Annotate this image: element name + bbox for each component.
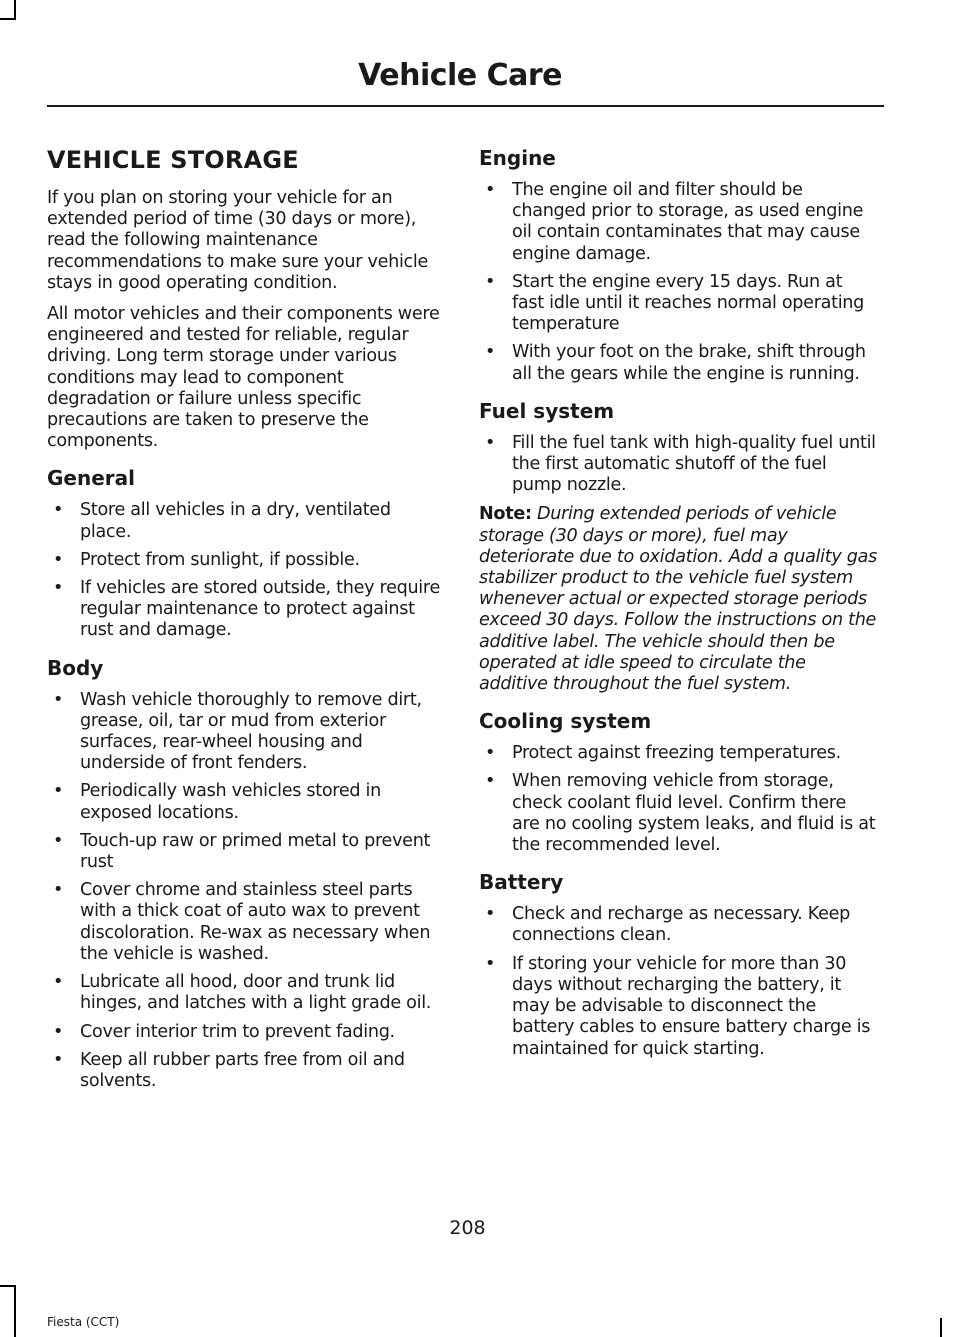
crop-mark xyxy=(14,0,16,20)
crop-mark xyxy=(0,1285,16,1287)
subheading-engine: Engine xyxy=(479,146,556,170)
bullet: • xyxy=(53,500,64,521)
section-heading: VEHICLE STORAGE xyxy=(47,146,299,174)
left-column xyxy=(47,140,445,1100)
body-list xyxy=(47,690,445,1092)
list-item-text: Keep all rubber parts free from oil and solvents. xyxy=(80,1049,405,1091)
bullet: • xyxy=(485,342,496,363)
list-item xyxy=(47,1022,445,1043)
list-item-text: Check and recharge as necessary. Keep connections clean. xyxy=(512,904,851,946)
list-item xyxy=(47,831,445,873)
bullet: • xyxy=(53,689,64,710)
list-item-text: If vehicles are stored outside, they require regular maintenance to protect against rust and damage. xyxy=(80,578,440,641)
list-item xyxy=(47,690,445,775)
battery-list xyxy=(479,904,877,1059)
list-item-text: Protect against freezing temperatures. xyxy=(512,743,841,764)
subheading-body: Body xyxy=(47,655,104,680)
subheading-battery: Battery xyxy=(479,870,564,895)
bullet: • xyxy=(485,771,496,792)
crop-mark xyxy=(940,1318,942,1337)
list-item-text: If storing your vehicle for more than 30 days without recharging the battery, it may be advisable to disconnect the battery cables to ensure battery charge is maintained for quick starting. xyxy=(512,953,871,1059)
bullet: • xyxy=(485,180,496,200)
list-item xyxy=(47,500,445,542)
engine-list xyxy=(479,180,877,385)
bullet: • xyxy=(53,830,64,851)
list-item-text: Cover interior trim to prevent fading. xyxy=(80,1021,395,1042)
list-item xyxy=(479,771,877,856)
bullet: • xyxy=(53,781,64,802)
bullet: • xyxy=(53,1049,64,1070)
bullet: • xyxy=(53,972,64,993)
subheading-fuel-system: Fuel system xyxy=(479,398,615,423)
header-divider xyxy=(47,105,884,107)
list-item-text: Periodically wash vehicles stored in exposed locations. xyxy=(80,781,381,823)
bullet: • xyxy=(53,549,64,570)
footer-model-label: Fiesta (CCT) xyxy=(47,1315,120,1329)
list-item-text: Cover chrome and stainless steel parts with a thick coat of auto wax to prevent discoloration. Re-wax as necessary when the vehicle is washed. xyxy=(80,880,431,964)
list-item-text: Start the engine every 15 days. Run at fast idle until it reaches normal operating temperature xyxy=(512,271,865,335)
list-item xyxy=(479,743,877,764)
list-item xyxy=(47,880,445,965)
list-item-text: With your foot on the brake, shift through all the gears while the engine is running. xyxy=(512,342,866,384)
intro-paragraph: All motor vehicles and their components were engineered and tested for reliable, regular driving. Long term storage under various conditions may lead to component degradation or failure unless specific precautions are taken to preserve the components. xyxy=(47,304,440,452)
fuel-list xyxy=(479,433,877,497)
list-item xyxy=(479,433,877,497)
list-item xyxy=(479,180,877,265)
list-item xyxy=(47,1050,445,1092)
list-item xyxy=(479,272,877,336)
bullet: • xyxy=(53,578,64,599)
bullet: • xyxy=(53,880,64,901)
list-item xyxy=(47,781,445,823)
bullet: • xyxy=(485,743,496,764)
list-item xyxy=(47,972,445,1014)
list-item xyxy=(47,550,445,571)
cooling-list xyxy=(479,743,877,856)
list-item xyxy=(479,342,877,384)
page-number: 208 xyxy=(449,1217,486,1239)
list-item xyxy=(47,578,445,642)
list-item-text: The engine oil and filter should be changed prior to storage, as used engine oil contain contaminates that may cause engine damage. xyxy=(512,180,864,264)
list-item-text: Touch-up raw or primed metal to prevent rust xyxy=(80,830,431,873)
crop-mark xyxy=(14,1285,16,1337)
subheading-cooling-system: Cooling system xyxy=(479,709,652,734)
list-item-text: Lubricate all hood, door and trunk lid hinges, and latches with a light grade oil. xyxy=(80,972,432,1014)
bullet: • xyxy=(53,1021,64,1042)
note-label: Note: xyxy=(479,504,532,525)
bullet: • xyxy=(485,271,496,292)
list-item-text: Protect from sunlight, if possible. xyxy=(80,549,360,570)
list-item-text: Wash vehicle thoroughly to remove dirt, grease, oil, tar or mud from exterior surfaces, rear-wheel housing and underside of front fenders. xyxy=(80,689,422,774)
general-list xyxy=(47,500,445,641)
bullet: • xyxy=(485,432,496,453)
page-header-title: Vehicle Care xyxy=(358,58,562,93)
note-text: During extended periods of vehicle storage (30 days or more), fuel may deteriorate due to oxidation. Add a quality gas stabilizer product to the vehicle fuel system whenever actual or expected storage periods exceed 30 days. Follow the instructions on the additive label. The vehicle should then be operated at idle speed to circulate the additive throughout the fuel system. xyxy=(479,504,877,695)
subheading-general: General xyxy=(47,466,135,491)
bullet: • xyxy=(485,904,496,925)
crop-mark xyxy=(0,18,16,20)
list-item xyxy=(479,904,877,946)
fuel-note xyxy=(479,504,877,695)
intro-paragraph: If you plan on storing your vehicle for an extended period of time (30 days or more), read the following maintenance recommendations to make sure your vehicle stays in good operating condition. xyxy=(47,188,429,293)
list-item-text: Store all vehicles in a dry, ventilated place. xyxy=(80,500,391,542)
right-column xyxy=(479,140,877,1068)
list-item-text: When removing vehicle from storage, check coolant fluid level. Confirm there are no cooling system leaks, and fluid is at the recommended level. xyxy=(512,771,876,856)
list-item-text: Fill the fuel tank with high-quality fuel until the first automatic shutoff of the fuel pump nozzle. xyxy=(512,432,876,496)
list-item xyxy=(479,954,877,1060)
bullet: • xyxy=(485,953,496,974)
